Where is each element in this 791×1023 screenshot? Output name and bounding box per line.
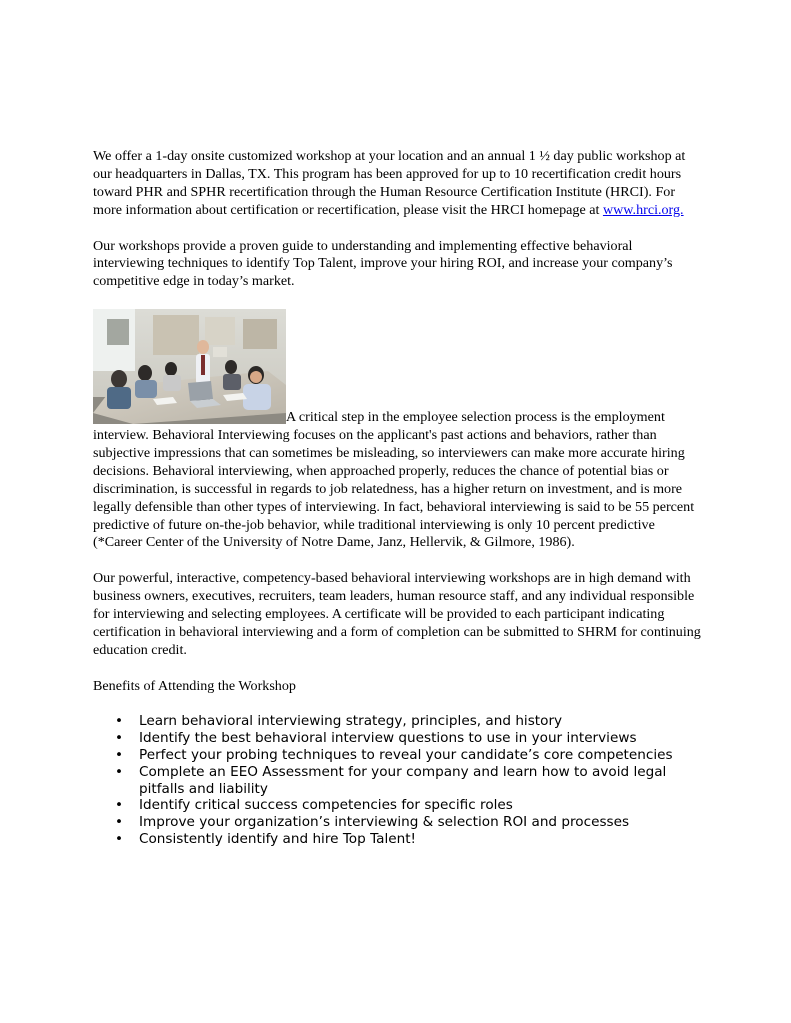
benefit-item: • Complete an EEO Assessment for your company and learn how to avoid legal pitfalls and liability <box>139 764 703 798</box>
benefit-item: • Learn behavioral interviewing strategy, principles, and history <box>139 713 703 730</box>
intro-text: We offer a 1-day onsite customized workshop at your location and an annual 1 ½ day public workshop at our headquarters in Dallas, TX. This program has been approved for up to 10 recertification credit hours toward PHR and SPHR recertification through the Human Resource Certification Institute (HRCI). For more information about certification or recertification, please visit the HRCI homepage at <box>93 148 686 218</box>
benefit-item: • Identify the best behavioral interview questions to use in your interviews <box>139 730 703 747</box>
benefit-item: • Perfect your probing techniques to reveal your candidate’s core competencies <box>139 747 703 764</box>
workshops-paragraph: Our workshops provide a proven guide to understanding and implementing effective behavioral interviewing techniques to identify Top Talent, improve your hiring ROI, and increase your company’s competitive edge in today’s market. <box>93 237 673 290</box>
critical-step-text: A critical step in the employee selection process is the employment interview. Behavioral Interviewing focuses on the applicant's past actions and behaviors, rather than subjective impressions that can sometimes be misleading, so interviewers can make more accurate hiring decisions. Behavioral interviewing, when approached properly, reduces the chance of potential bias or discrimination, is successful in regards to job relatedness, has a higher return on investment, and is more legally defensible than other types of interviewing. In fact, behavioral interviewing is said to be 55 percent predictive of future on-the-job behavior, while traditional interviewing is only 10 percent predictive (*Career Center of the University of Notre Dame, Janz, Hellervik, & Gilmore, 1986). <box>93 409 695 551</box>
hrci-link[interactable]: www.hrci.org. <box>602 201 684 218</box>
benefit-item: • Consistently identify and hire Top Talent! <box>139 831 703 848</box>
meeting-photo <box>93 309 286 424</box>
intro-paragraph <box>93 148 703 220</box>
benefits-heading: Benefits of Attending the Workshop <box>93 677 296 694</box>
benefit-item: • Improve your organization’s interviewing & selection ROI and processes <box>139 814 703 831</box>
benefit-item: • Identify critical success competencies for specific roles <box>139 797 703 814</box>
benefits-list <box>93 713 703 847</box>
powerful-paragraph: Our powerful, interactive, competency-based behavioral interviewing workshops are in high demand with business owners, executives, recruiters, team leaders, human resource staff, and any individual responsible for interviewing and selecting employees. A certificate will be provided to each participant indicating certification in behavioral interviewing and a form of completion can be submitted to SHRM for continuing education credit. <box>93 570 701 658</box>
document-page <box>93 148 703 848</box>
critical-step-paragraph <box>93 309 703 552</box>
